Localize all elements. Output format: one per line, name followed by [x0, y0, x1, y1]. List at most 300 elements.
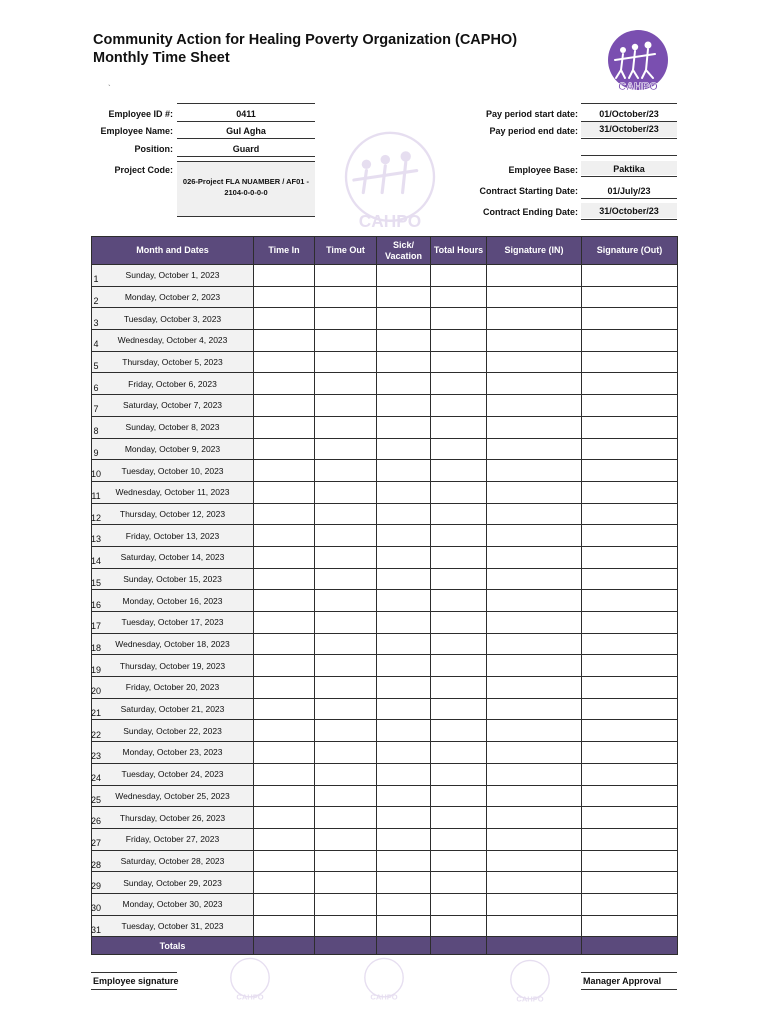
table-row	[92, 698, 678, 720]
signature-out-cell[interactable]	[582, 351, 678, 373]
sick-vacation-cell[interactable]	[377, 351, 431, 373]
time-in-cell[interactable]	[254, 850, 315, 872]
date-cell: Sunday, October 29, 2023	[92, 872, 254, 894]
date-cell: Monday, October 23, 2023	[92, 742, 254, 764]
signature-in-cell[interactable]	[487, 785, 582, 807]
table-row	[92, 503, 678, 525]
table-row	[92, 677, 678, 699]
sick-vacation-cell[interactable]	[377, 742, 431, 764]
time-in-cell[interactable]	[254, 742, 315, 764]
row-number: 24	[90, 773, 101, 783]
sick-vacation-cell[interactable]	[377, 785, 431, 807]
table-row	[92, 351, 678, 373]
time-in-cell[interactable]	[254, 763, 315, 785]
row-number: 9	[93, 447, 99, 458]
employee-id-value: 0411	[236, 109, 256, 119]
signature-out-cell[interactable]	[582, 850, 678, 872]
signature-out-cell[interactable]	[582, 698, 678, 720]
signature-in-cell[interactable]	[487, 308, 582, 330]
row-number: 20	[90, 686, 101, 697]
table-row	[92, 416, 678, 438]
time-out-cell[interactable]	[315, 416, 377, 438]
time-out-cell[interactable]	[315, 828, 377, 850]
total-hours-cell[interactable]	[431, 850, 487, 872]
divider	[177, 103, 315, 104]
total-hours-cell[interactable]	[431, 525, 487, 547]
time-out-cell[interactable]	[315, 742, 377, 764]
row-number: 2	[93, 295, 99, 306]
signature-out-cell[interactable]	[582, 785, 678, 807]
date-cell: Wednesday, October 18, 2023	[92, 633, 254, 655]
sick-vacation-cell[interactable]	[377, 828, 431, 850]
sick-vacation-cell[interactable]	[377, 525, 431, 547]
total-hours-cell[interactable]	[431, 481, 487, 503]
pay-period-end-value: 31/October/23	[599, 124, 659, 134]
signature-in-cell[interactable]	[487, 807, 582, 829]
time-out-cell[interactable]	[315, 481, 377, 503]
signature-out-cell[interactable]	[582, 742, 678, 764]
table-row	[92, 633, 678, 655]
time-in-cell[interactable]	[254, 655, 315, 677]
sick-vacation-cell[interactable]	[377, 265, 431, 287]
time-in-cell[interactable]	[254, 828, 315, 850]
title-line-1: Community Action for Healing Poverty Organization (CAPHO)	[93, 32, 518, 48]
row-number: 25	[90, 794, 101, 805]
date-cell: Monday, October 30, 2023	[92, 893, 254, 915]
time-in-cell[interactable]	[254, 568, 315, 590]
signature-out-cell[interactable]	[582, 590, 678, 612]
date-cell: Sunday, October 22, 2023	[92, 720, 254, 742]
employee-name-label: Employee Name:	[100, 126, 173, 136]
pay-period-end-label: Pay period end date:	[489, 126, 578, 136]
time-out-cell[interactable]	[315, 785, 377, 807]
total-hours-cell[interactable]	[431, 785, 487, 807]
total-hours-cell[interactable]	[431, 351, 487, 373]
time-in-cell[interactable]	[254, 720, 315, 742]
time-out-cell[interactable]	[315, 503, 377, 525]
sick-vacation-cell[interactable]	[377, 308, 431, 330]
date-cell: Tuesday, October 17, 2023	[92, 612, 254, 634]
total-hours-cell[interactable]	[431, 503, 487, 525]
time-out-cell[interactable]	[315, 373, 377, 395]
signature-out-cell[interactable]	[582, 395, 678, 417]
time-out-cell[interactable]	[315, 265, 377, 287]
sick-vacation-cell[interactable]	[377, 503, 431, 525]
contract-start-label: Contract Starting Date:	[479, 186, 578, 196]
time-in-cell[interactable]	[254, 590, 315, 612]
row-number: 6	[93, 382, 99, 393]
date-cell: Tuesday, October 3, 2023	[92, 308, 254, 330]
table-row	[92, 330, 678, 352]
svg-text:CAHPO: CAHPO	[618, 81, 658, 93]
sick-vacation-cell[interactable]	[377, 568, 431, 590]
time-in-cell[interactable]	[254, 698, 315, 720]
pay-period-start-value: 01/October/23	[599, 109, 659, 119]
time-out-cell[interactable]	[315, 395, 377, 417]
table-row	[92, 568, 678, 590]
signature-out-cell[interactable]	[582, 872, 678, 894]
watermark-logo-icon	[335, 127, 445, 233]
time-in-cell[interactable]	[254, 893, 315, 915]
pay-period-start-label: Pay period start date:	[485, 109, 578, 119]
signature-in-cell[interactable]	[487, 525, 582, 547]
sick-vacation-cell[interactable]	[377, 416, 431, 438]
signature-out-cell[interactable]	[582, 373, 678, 395]
total-signature-out	[582, 937, 678, 955]
contract-start-value: 01/July/23	[607, 186, 651, 196]
total-hours-cell[interactable]	[431, 438, 487, 460]
time-out-cell[interactable]	[315, 351, 377, 373]
time-out-cell[interactable]	[315, 850, 377, 872]
signature-in-cell[interactable]	[487, 286, 582, 308]
date-cell: Tuesday, October 10, 2023	[92, 460, 254, 482]
header-time-out: Time Out	[315, 237, 377, 265]
signature-out-cell[interactable]	[582, 460, 678, 482]
date-cell: Sunday, October 15, 2023	[92, 568, 254, 590]
date-cell: Saturday, October 14, 2023	[92, 546, 254, 568]
time-out-cell[interactable]	[315, 460, 377, 482]
date-cell: Monday, October 16, 2023	[92, 590, 254, 612]
watermark-logo-icon	[506, 957, 554, 1005]
sick-vacation-cell[interactable]	[377, 807, 431, 829]
date-cell: Monday, October 2, 2023	[92, 286, 254, 308]
contract-end-value: 31/October/23	[599, 206, 659, 216]
sick-vacation-cell[interactable]	[377, 438, 431, 460]
table-row	[92, 872, 678, 894]
total-hours-cell[interactable]	[431, 612, 487, 634]
header-month-dates: Month and Dates	[92, 237, 254, 265]
total-hours-cell[interactable]	[431, 915, 487, 937]
table-header-row	[92, 237, 678, 265]
date-cell: Wednesday, October 11, 2023	[92, 481, 254, 503]
row-number: 16	[90, 599, 101, 610]
table-row	[92, 308, 678, 330]
time-in-cell[interactable]	[254, 503, 315, 525]
time-out-cell[interactable]	[315, 720, 377, 742]
total-hours-cell[interactable]	[431, 828, 487, 850]
time-in-cell[interactable]	[254, 351, 315, 373]
sick-vacation-cell[interactable]	[377, 590, 431, 612]
signature-in-cell[interactable]	[487, 655, 582, 677]
divider	[581, 138, 677, 139]
table-row	[92, 546, 678, 568]
title-line-2: Monthly Time Sheet	[93, 50, 230, 66]
date-cell: Thursday, October 5, 2023	[92, 351, 254, 373]
signature-in-cell[interactable]	[487, 850, 582, 872]
time-out-cell[interactable]	[315, 893, 377, 915]
signature-in-cell[interactable]	[487, 438, 582, 460]
signature-in-cell[interactable]	[487, 720, 582, 742]
total-hours-cell[interactable]	[431, 546, 487, 568]
signature-out-cell[interactable]	[582, 416, 678, 438]
signature-in-cell[interactable]	[487, 395, 582, 417]
time-in-cell[interactable]	[254, 416, 315, 438]
time-in-cell[interactable]	[254, 525, 315, 547]
time-out-cell[interactable]	[315, 330, 377, 352]
employee-signature-label: Employee signature	[93, 976, 179, 986]
signature-in-cell[interactable]	[487, 698, 582, 720]
sick-vacation-cell[interactable]	[377, 893, 431, 915]
time-out-cell[interactable]	[315, 308, 377, 330]
signature-out-cell[interactable]	[582, 633, 678, 655]
signature-out-cell[interactable]	[582, 546, 678, 568]
signature-in-cell[interactable]	[487, 330, 582, 352]
sick-vacation-cell[interactable]	[377, 633, 431, 655]
time-in-cell[interactable]	[254, 286, 315, 308]
signature-in-cell[interactable]	[487, 503, 582, 525]
svg-text:CAHPO: CAHPO	[236, 992, 264, 1002]
total-hours-cell[interactable]	[431, 720, 487, 742]
sick-vacation-cell[interactable]	[377, 373, 431, 395]
signature-in-cell[interactable]	[487, 351, 582, 373]
total-hours-cell[interactable]	[431, 286, 487, 308]
sick-vacation-cell[interactable]	[377, 677, 431, 699]
date-cell: Friday, October 27, 2023	[92, 828, 254, 850]
sick-vacation-cell[interactable]	[377, 698, 431, 720]
time-in-cell[interactable]	[254, 807, 315, 829]
signature-in-cell[interactable]	[487, 612, 582, 634]
time-in-cell[interactable]	[254, 872, 315, 894]
sick-vacation-cell[interactable]	[377, 546, 431, 568]
watermark-logo-icon	[226, 955, 274, 1003]
row-number: 30	[90, 903, 101, 914]
time-in-cell[interactable]	[254, 438, 315, 460]
svg-text:CAHPO: CAHPO	[358, 211, 422, 232]
signature-in-cell[interactable]	[487, 416, 582, 438]
signature-in-cell[interactable]	[487, 633, 582, 655]
signature-in-cell[interactable]	[487, 590, 582, 612]
sick-vacation-cell[interactable]	[377, 850, 431, 872]
signature-in-cell[interactable]	[487, 677, 582, 699]
time-out-cell[interactable]	[315, 655, 377, 677]
signature-out-cell[interactable]	[582, 265, 678, 287]
time-out-cell[interactable]	[315, 590, 377, 612]
time-in-cell[interactable]	[254, 330, 315, 352]
row-number: 28	[90, 859, 101, 870]
time-out-cell[interactable]	[315, 525, 377, 547]
sick-vacation-cell[interactable]	[377, 395, 431, 417]
row-number: 26	[90, 816, 101, 827]
total-hours-cell[interactable]	[431, 763, 487, 785]
table-row	[92, 481, 678, 503]
time-out-cell[interactable]	[315, 915, 377, 937]
signature-line	[581, 989, 677, 990]
employee-base-value: Paktika	[613, 164, 645, 174]
total-hours-cell[interactable]	[431, 265, 487, 287]
date-cell: Monday, October 9, 2023	[92, 438, 254, 460]
signature-out-cell[interactable]	[582, 763, 678, 785]
totals-label: Totals	[92, 937, 254, 955]
header-signature-out: Signature (Out)	[582, 237, 678, 265]
signature-out-cell[interactable]	[582, 525, 678, 547]
total-hours-cell[interactable]	[431, 568, 487, 590]
sick-vacation-cell[interactable]	[377, 872, 431, 894]
time-in-cell[interactable]	[254, 785, 315, 807]
time-in-cell[interactable]	[254, 546, 315, 568]
date-cell: Sunday, October 8, 2023	[92, 416, 254, 438]
date-cell: Thursday, October 26, 2023	[92, 807, 254, 829]
row-number: 12	[90, 512, 101, 523]
sick-vacation-cell[interactable]	[377, 763, 431, 785]
signature-in-cell[interactable]	[487, 546, 582, 568]
time-in-cell[interactable]	[254, 460, 315, 482]
row-number: 23	[90, 751, 101, 762]
signature-out-cell[interactable]	[582, 915, 678, 937]
signature-in-cell[interactable]	[487, 915, 582, 937]
divider	[581, 176, 677, 177]
table-body	[92, 265, 678, 955]
contract-end-label: Contract Ending Date:	[482, 207, 578, 217]
total-hours-cell[interactable]	[431, 698, 487, 720]
date-cell: Wednesday, October 4, 2023	[92, 330, 254, 352]
time-out-cell[interactable]	[315, 677, 377, 699]
row-number: 11	[91, 491, 101, 502]
date-cell: Sunday, October 1, 2023	[92, 265, 254, 287]
signature-in-cell[interactable]	[487, 373, 582, 395]
signature-out-cell[interactable]	[582, 612, 678, 634]
time-in-cell[interactable]	[254, 308, 315, 330]
time-in-cell[interactable]	[254, 265, 315, 287]
signature-in-cell[interactable]	[487, 893, 582, 915]
time-out-cell[interactable]	[315, 807, 377, 829]
total-hours-cell[interactable]	[431, 742, 487, 764]
signature-out-cell[interactable]	[582, 438, 678, 460]
total-hours-cell[interactable]	[431, 807, 487, 829]
svg-text:CAHPO: CAHPO	[370, 992, 398, 1002]
signature-out-cell[interactable]	[582, 720, 678, 742]
date-cell: Friday, October 6, 2023	[92, 373, 254, 395]
document-title	[93, 31, 517, 67]
sick-vacation-cell[interactable]	[377, 330, 431, 352]
header-sick-line: Sick/	[392, 239, 414, 250]
signature-out-cell[interactable]	[582, 893, 678, 915]
time-out-cell[interactable]	[315, 438, 377, 460]
signature-out-cell[interactable]	[582, 828, 678, 850]
row-number: 15	[90, 577, 101, 588]
time-in-cell[interactable]	[254, 915, 315, 937]
total-hours-cell[interactable]	[431, 330, 487, 352]
table-row	[92, 373, 678, 395]
time-in-cell[interactable]	[254, 395, 315, 417]
row-number: 31	[90, 924, 101, 935]
time-out-cell[interactable]	[315, 763, 377, 785]
total-hours-cell[interactable]	[431, 893, 487, 915]
date-cell: Friday, October 13, 2023	[92, 525, 254, 547]
total-hours-cell[interactable]	[431, 395, 487, 417]
signature-out-cell[interactable]	[582, 330, 678, 352]
signature-in-cell[interactable]	[487, 828, 582, 850]
signature-in-cell[interactable]	[487, 568, 582, 590]
table-row	[92, 763, 678, 785]
time-out-cell[interactable]	[315, 286, 377, 308]
total-hours-cell[interactable]	[431, 677, 487, 699]
time-out-cell[interactable]	[315, 698, 377, 720]
signature-out-cell[interactable]	[582, 807, 678, 829]
sick-vacation-cell[interactable]	[377, 286, 431, 308]
total-hours-cell[interactable]	[431, 460, 487, 482]
time-out-cell[interactable]	[315, 612, 377, 634]
total-hours-cell[interactable]	[431, 633, 487, 655]
sick-vacation-cell[interactable]	[377, 481, 431, 503]
header-total-hours: Total Hours	[431, 237, 487, 265]
date-cell: Saturday, October 7, 2023	[92, 395, 254, 417]
table-row	[92, 720, 678, 742]
row-number: 18	[90, 642, 101, 653]
total-hours-cell[interactable]	[431, 373, 487, 395]
signature-line	[581, 972, 677, 973]
row-number: 27	[90, 838, 101, 849]
total-hours-cell[interactable]	[431, 590, 487, 612]
sick-vacation-cell[interactable]	[377, 612, 431, 634]
signature-in-cell[interactable]	[487, 872, 582, 894]
signature-out-cell[interactable]	[582, 568, 678, 590]
employee-name-value: Gul Agha	[226, 126, 266, 136]
date-cell: Friday, October 20, 2023	[92, 677, 254, 699]
date-cell: Saturday, October 28, 2023	[92, 850, 254, 872]
divider	[177, 121, 315, 122]
manager-approval-label: Manager Approval	[583, 976, 662, 986]
time-in-cell[interactable]	[254, 677, 315, 699]
signature-out-cell[interactable]	[582, 308, 678, 330]
capho-logo-icon	[603, 30, 673, 94]
total-hours-cell[interactable]	[431, 655, 487, 677]
sick-vacation-cell[interactable]	[377, 720, 431, 742]
signature-out-cell[interactable]	[582, 503, 678, 525]
total-signature-in	[487, 937, 582, 955]
date-cell: Wednesday, October 25, 2023	[92, 785, 254, 807]
total-hours-cell[interactable]	[431, 308, 487, 330]
table-row	[92, 655, 678, 677]
time-in-cell[interactable]	[254, 373, 315, 395]
signature-out-cell[interactable]	[582, 286, 678, 308]
signature-out-cell[interactable]	[582, 481, 678, 503]
row-number: 3	[93, 317, 99, 328]
time-out-cell[interactable]	[315, 872, 377, 894]
signature-in-cell[interactable]	[487, 460, 582, 482]
signature-in-cell[interactable]	[487, 742, 582, 764]
header-sick-vacation	[377, 237, 431, 265]
time-in-cell[interactable]	[254, 612, 315, 634]
time-in-cell[interactable]	[254, 481, 315, 503]
divider	[581, 155, 677, 156]
row-number: 4	[93, 339, 99, 350]
signature-out-cell[interactable]	[582, 655, 678, 677]
time-out-cell[interactable]	[315, 568, 377, 590]
row-number: 22	[90, 729, 101, 740]
time-out-cell[interactable]	[315, 633, 377, 655]
date-cell: Tuesday, October 31, 2023	[92, 915, 254, 937]
time-out-cell[interactable]	[315, 546, 377, 568]
table-row	[92, 785, 678, 807]
total-hours-cell[interactable]	[431, 872, 487, 894]
time-in-cell[interactable]	[254, 633, 315, 655]
signature-in-cell[interactable]	[487, 481, 582, 503]
signature-in-cell[interactable]	[487, 265, 582, 287]
header-time-in: Time In	[254, 237, 315, 265]
sick-vacation-cell[interactable]	[377, 915, 431, 937]
header-vacation-line: Vacation	[384, 250, 422, 261]
total-hours-cell[interactable]	[431, 416, 487, 438]
table-row	[92, 828, 678, 850]
project-code-line-1: 026-Project FLA NUAMBER / AF01 -	[182, 177, 310, 186]
sick-vacation-cell[interactable]	[377, 655, 431, 677]
signature-out-cell[interactable]	[582, 677, 678, 699]
divider	[581, 198, 677, 199]
total-hours-sum	[431, 937, 487, 955]
sick-vacation-cell[interactable]	[377, 460, 431, 482]
signature-in-cell[interactable]	[487, 763, 582, 785]
project-code-line-2: 2104-0-0-0-0	[224, 188, 268, 197]
